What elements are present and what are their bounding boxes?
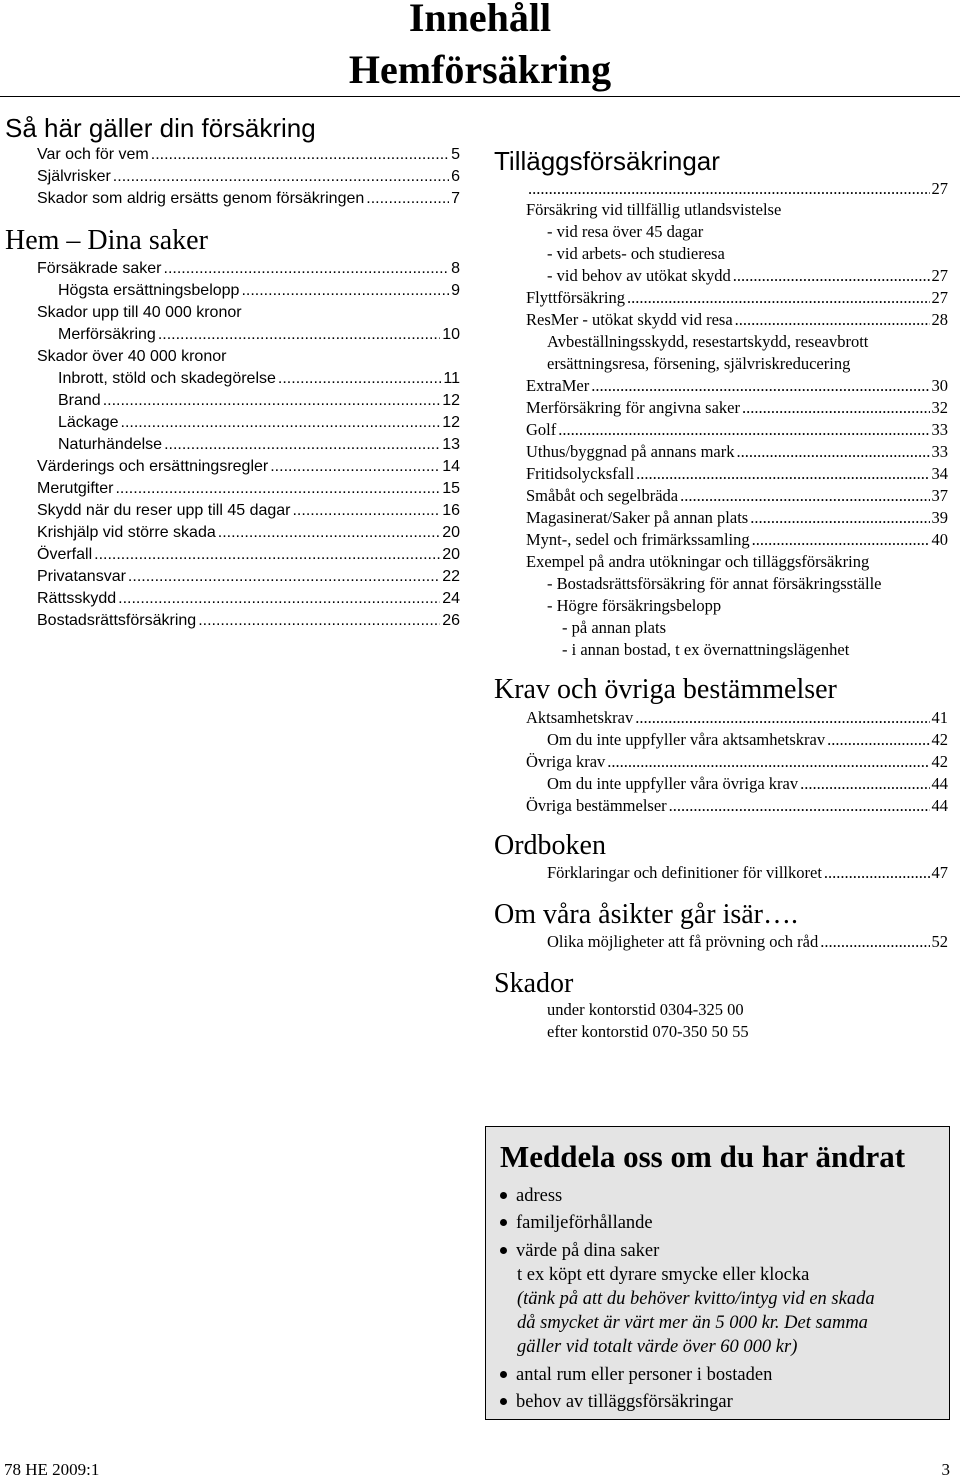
toc-row[interactable]: Övriga krav ..... 42	[526, 751, 948, 773]
toc-row[interactable]: Golf ..... 33	[526, 419, 948, 441]
toc-subheading: Skador över 40 000 kronor	[37, 348, 227, 365]
bullet-dot-icon	[500, 1219, 507, 1226]
toc-row[interactable]: Privatansvar ..... 22	[37, 566, 460, 588]
toc-subitem: - i annan bostad, t ex övernattningslägenhet	[562, 640, 850, 659]
toc-row[interactable]: Olika möjligheter att få prövning och råd ..... 52	[547, 931, 948, 953]
toc-row[interactable]: ExtraMer ..... 30	[526, 375, 948, 397]
bullet-item: antal rum eller personer i bostaden	[500, 1363, 772, 1387]
bullet-dot-icon	[500, 1371, 507, 1378]
toc-row[interactable]: Försäkrade saker ..... 8	[37, 258, 460, 280]
toc-row[interactable]: ResMer - utökat skydd vid resa ..... 28	[526, 309, 948, 331]
toc-row[interactable]: Mynt-, sedel och frimärkssamling ..... 40	[526, 529, 948, 551]
section-heading-hem: Hem – Dina saker	[5, 225, 208, 256]
section-heading-tillagg: Tilläggsförsäkringar	[494, 146, 720, 176]
toc-row[interactable]: ..... 27	[526, 178, 948, 200]
toc-row[interactable]: Om du inte uppfyller våra aktsamhetskrav ..... 42	[547, 729, 948, 751]
toc-subheading: Försäkring vid tillfällig utlandsvistelse	[526, 200, 782, 219]
page-title: Innehåll	[408, 0, 552, 40]
toc-row[interactable]: Var och för vem ..... 5	[37, 144, 460, 166]
section-heading-skador: Skador	[494, 968, 574, 999]
bullet-dot-icon	[500, 1398, 507, 1405]
bullet-item: adress	[500, 1184, 562, 1208]
notice-title: Meddela oss om du har ändrat	[500, 1139, 906, 1174]
toc-subitem: ersättningsresa, försening, självriskreducering	[547, 354, 851, 373]
toc-row[interactable]: Läckage ..... 12	[58, 412, 460, 434]
section-heading-ordboken: Ordboken	[494, 830, 606, 861]
bullet-item: värde på dina saker	[500, 1239, 659, 1263]
bullet-dot-icon	[500, 1192, 507, 1199]
toc-row[interactable]: Flyttförsäkring ..... 27	[526, 287, 948, 309]
toc-row[interactable]: Merförsäkring för angivna saker ..... 32	[526, 397, 948, 419]
toc-subitem: - Bostadsrättsförsäkring för annat försäkringsställe	[547, 574, 882, 593]
bullet-dot-icon	[500, 1247, 507, 1254]
bullet-item: familjeförhållande	[500, 1211, 653, 1235]
toc-row[interactable]: Uthus/byggnad på annans mark ..... 33	[526, 441, 948, 463]
toc-row[interactable]: Aktsamhetskrav ..... 41	[526, 707, 948, 729]
toc-row[interactable]: Rättsskydd ..... 24	[37, 588, 460, 610]
toc-row[interactable]: Överfall ..... 20	[37, 544, 460, 566]
phone-line: under kontorstid 0304-325 00	[547, 1000, 744, 1019]
toc-subitem: - vid resa över 45 dagar	[547, 222, 704, 241]
toc-subitem: - på annan plats	[562, 618, 667, 637]
toc-row[interactable]: Värderings och ersättningsregler ..... 14	[37, 456, 460, 478]
bullet-item: behov av tilläggsförsäkringar	[500, 1390, 733, 1414]
toc-row[interactable]: Brand ..... 12	[58, 390, 460, 412]
toc-subheading: Exempel på andra utökningar och tilläggsförsäkring	[526, 552, 870, 571]
toc-subheading: Skador upp till 40 000 kronor	[37, 304, 242, 321]
section-heading-villkor: Så här gäller din försäkring	[5, 113, 316, 143]
toc-row[interactable]: Övriga bestämmelser ..... 44	[526, 795, 948, 817]
toc-row[interactable]: Skador som aldrig ersätts genom försäkringen ..... 7	[37, 188, 460, 210]
page-subtitle: Hemförsäkring	[348, 47, 612, 92]
notice-italic-line: (tänk på att du behöver kvitto/intyg vid en skada	[517, 1289, 875, 1309]
toc-row[interactable]: Skydd när du reser upp till 45 dagar ..... 16	[37, 500, 460, 522]
toc-row[interactable]: Självrisker ..... 6	[37, 166, 460, 188]
notice-box	[485, 1126, 950, 1420]
toc-row[interactable]: Krishjälp vid större skada ..... 20	[37, 522, 460, 544]
notice-italic-line: då smycket är värt mer än 5 000 kr. Det samma	[517, 1313, 868, 1333]
section-heading-asikter: Om våra åsikter går isär….	[494, 899, 798, 930]
toc-row[interactable]: Fritidsolycksfall ..... 34	[526, 463, 948, 485]
toc-row[interactable]: - vid behov av utökat skydd ..... 27	[547, 265, 948, 287]
toc-row[interactable]: Naturhändelse ..... 13	[58, 434, 460, 456]
notice-detail: t ex köpt ett dyrare smycke eller klocka	[517, 1265, 810, 1285]
toc-row[interactable]: Merförsäkring ..... 10	[58, 324, 460, 346]
toc-row[interactable]: Merutgifter ..... 15	[37, 478, 460, 500]
toc-row[interactable]: Inbrott, stöld och skadegörelse ..... 11	[58, 368, 460, 390]
section-heading-krav: Krav och övriga bestämmelser	[494, 674, 837, 705]
toc-subitem: - vid arbets- och studieresa	[547, 244, 725, 263]
footer-code: 78 HE 2009:1	[4, 1460, 100, 1479]
toc-row[interactable]: Förklaringar och definitioner för villkoret ..... 47	[547, 862, 948, 884]
toc-row[interactable]: Bostadsrättsförsäkring ..... 26	[37, 610, 460, 632]
toc-subitem: Avbeställningsskydd, resestartskydd, reseavbrott	[547, 332, 869, 351]
toc-subitem: - Högre försäkringsbelopp	[547, 596, 722, 615]
toc-row[interactable]: Småbåt och segelbräda ..... 37	[526, 485, 948, 507]
phone-line: efter kontorstid 070-350 50 55	[547, 1022, 749, 1041]
toc-row[interactable]: Magasinerat/Saker på annan plats ..... 39	[526, 507, 948, 529]
toc-row[interactable]: Högsta ersättningsbelopp ..... 9	[58, 280, 460, 302]
toc-row[interactable]: Om du inte uppfyller våra övriga krav ..... 44	[547, 773, 948, 795]
footer-page-number: 3	[941, 1460, 950, 1479]
notice-italic-line: gäller vid totalt värde över 60 000 kr)	[517, 1337, 798, 1357]
